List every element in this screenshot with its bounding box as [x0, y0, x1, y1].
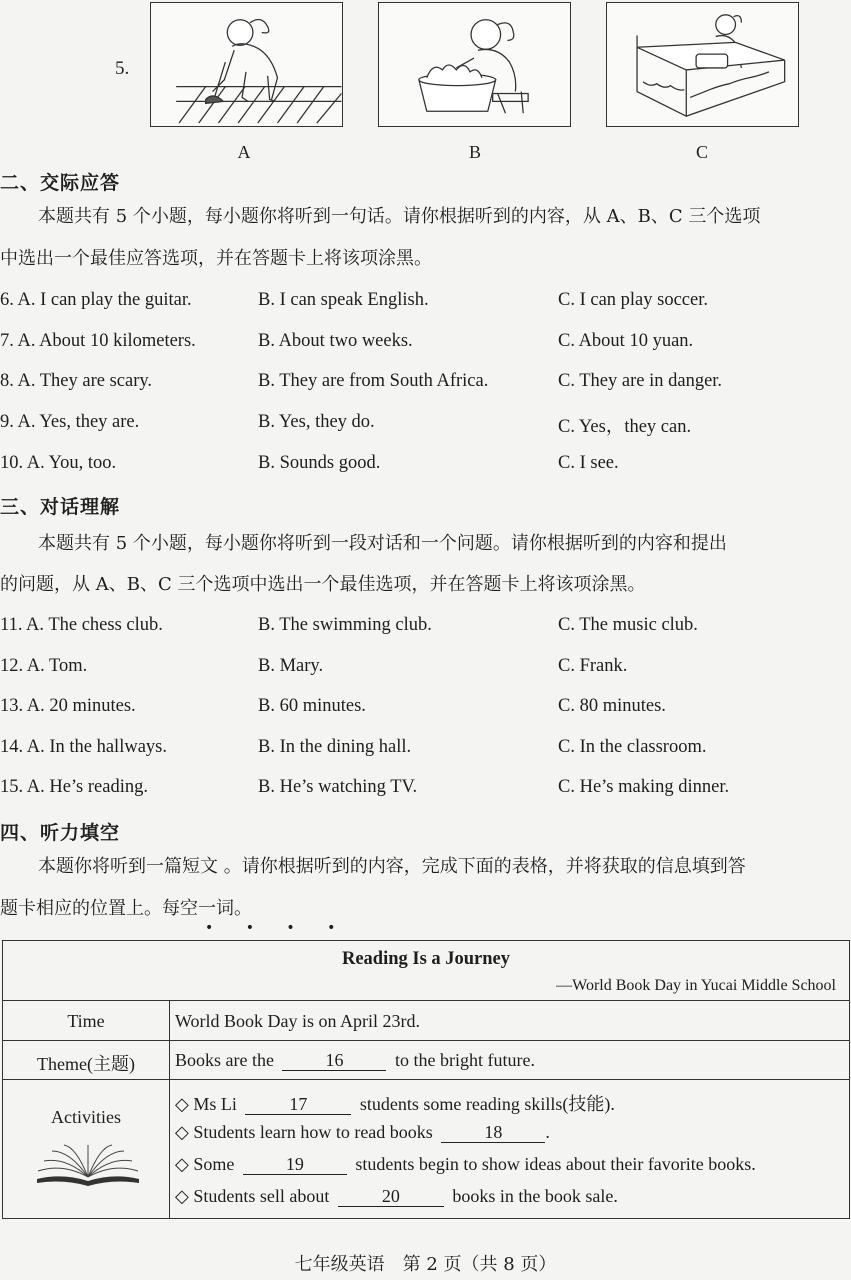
q8-option-a: 8. A. They are scary.	[0, 371, 153, 391]
section-4-instruction: 本题你将听到一篇短文 。请你根据听到的内容，完成下面的表格，并将获取的信息填到答	[38, 856, 746, 877]
theme-text-post: to the bright future.	[394, 1050, 535, 1070]
q13-option-c: C. 80 minutes.	[558, 696, 666, 716]
q9-option-c: C. Yes，they can.	[558, 417, 692, 437]
table-subtitle: —World Book Day in Yucai Middle School	[556, 977, 836, 994]
q14-option-c: C. In the classroom.	[558, 737, 707, 757]
open-book-icon	[33, 1137, 143, 1187]
q11-option-a: 11. A. The chess club.	[0, 615, 163, 635]
table-title: Reading Is a Journey	[341, 949, 511, 969]
activity-2-pre: Students learn how to read books	[193, 1122, 433, 1142]
section-3-heading: 三、对话理解	[0, 496, 121, 518]
q15-option-c: C. He’s making dinner.	[558, 777, 730, 797]
activity-4-pre: Students sell about	[193, 1186, 330, 1206]
q6-option-c: C. I can play soccer.	[558, 290, 708, 310]
time-text: World Book Day is on April 23rd.	[175, 1011, 421, 1031]
diamond-bullet-icon: ◇	[175, 1094, 189, 1114]
blank-17[interactable]: 17	[245, 1094, 351, 1115]
q7-option-c: C. About 10 yuan.	[558, 331, 694, 351]
page-footer: 七年级英语 第 2 页（共 8 页）	[294, 1254, 557, 1275]
q12-option-c: C. Frank.	[558, 656, 628, 676]
q9-option-b: B. Yes, they do.	[258, 412, 375, 432]
q14-option-a: 14. A. In the hallways.	[0, 737, 167, 757]
section-3-instruction-cont: 的问题，从 A、B、C 三个选项中选出一个最佳选项，并在答题卡上将该项涂黑。	[0, 574, 646, 595]
q11-option-c: C. The music club.	[558, 615, 698, 635]
section-3-instruction: 本题共有 5 个小题，每小题你将听到一段对话和一个问题。请你根据听到的内容和提出	[38, 533, 727, 554]
time-label: Time	[67, 1011, 105, 1031]
q13-option-b: B. 60 minutes.	[258, 696, 366, 716]
section-4-instruction-cont: 题卡相应的位置上。每空一词。	[0, 898, 252, 919]
blank-18[interactable]: 18	[441, 1122, 545, 1143]
q11-option-b: B. The swimming club.	[258, 615, 432, 635]
q9-option-a: 9. A. Yes, they are.	[0, 412, 140, 432]
activity-1-post: students some reading skills(技能).	[359, 1094, 615, 1114]
activity-2	[175, 1122, 550, 1143]
q13-option-a: 13. A. 20 minutes.	[0, 696, 136, 716]
diamond-bullet-icon: ◇	[175, 1186, 189, 1206]
girl-making-bed-icon	[607, 3, 798, 126]
q15-option-a: 15. A. He’s reading.	[0, 777, 148, 797]
activity-3-post: students begin to show ideas about their favorite books.	[355, 1154, 756, 1174]
q15-option-b: B. He’s watching TV.	[258, 777, 418, 797]
activity-4-post: books in the book sale.	[452, 1186, 618, 1206]
theme-row	[175, 1050, 535, 1071]
picture-label-a: A	[237, 142, 251, 162]
activity-1-pre: Ms Li	[193, 1094, 237, 1114]
blank-20[interactable]: 20	[338, 1186, 444, 1207]
activity-1	[175, 1090, 615, 1116]
diamond-bullet-icon: ◇	[175, 1122, 189, 1142]
blank-16[interactable]: 16	[282, 1050, 386, 1071]
q12-option-b: B. Mary.	[258, 656, 324, 676]
diamond-bullet-icon: ◇	[175, 1154, 189, 1174]
q6-option-b: B. I can speak English.	[258, 290, 429, 310]
q14-option-b: B. In the dining hall.	[258, 737, 412, 757]
question-5-number: 5.	[115, 58, 130, 79]
section-2-instruction: 本题共有 5 个小题，每小题你将听到一句话。请你根据听到的内容，从 A、B、C 三个选项	[38, 206, 761, 227]
section-4-heading: 四、听力填空	[0, 822, 121, 844]
q7-option-a: 7. A. About 10 kilometers.	[0, 331, 196, 351]
reading-journey-table	[2, 940, 850, 1219]
picture-label-c: C	[695, 142, 708, 162]
girl-sweeping-floor-icon	[151, 3, 342, 126]
theme-label: Theme(主题)	[37, 1054, 135, 1074]
activity-3-pre: Some	[193, 1154, 235, 1174]
q7-option-b: B. About two weeks.	[258, 331, 413, 351]
q6-option-a: 6. A. I can play the guitar.	[0, 290, 192, 310]
section-2-heading: 二、交际应答	[0, 172, 121, 194]
q10-option-b: B. Sounds good.	[258, 453, 381, 473]
picture-option-b	[378, 2, 571, 127]
picture-option-c	[606, 2, 799, 127]
girl-washing-clothes-icon	[379, 3, 570, 126]
activity-2-post: .	[545, 1122, 550, 1142]
section-2-instruction-cont: 中选出一个最佳应答选项，并在答题卡上将该项涂黑。	[0, 248, 432, 269]
q10-option-a: 10. A. You, too.	[0, 453, 117, 473]
picture-option-a	[150, 2, 343, 127]
q8-option-c: C. They are in danger.	[558, 371, 723, 391]
q10-option-c: C. I see.	[558, 453, 619, 473]
activities-label: Activities	[51, 1107, 121, 1127]
activity-3	[175, 1154, 756, 1175]
picture-label-b: B	[468, 142, 481, 162]
activity-4	[175, 1186, 618, 1207]
emphasis-dots: • • • •	[205, 920, 350, 936]
q8-option-b: B. They are from South Africa.	[258, 371, 489, 391]
theme-text-pre: Books are the	[175, 1050, 274, 1070]
q12-option-a: 12. A. Tom.	[0, 656, 88, 676]
blank-19[interactable]: 19	[243, 1154, 347, 1175]
